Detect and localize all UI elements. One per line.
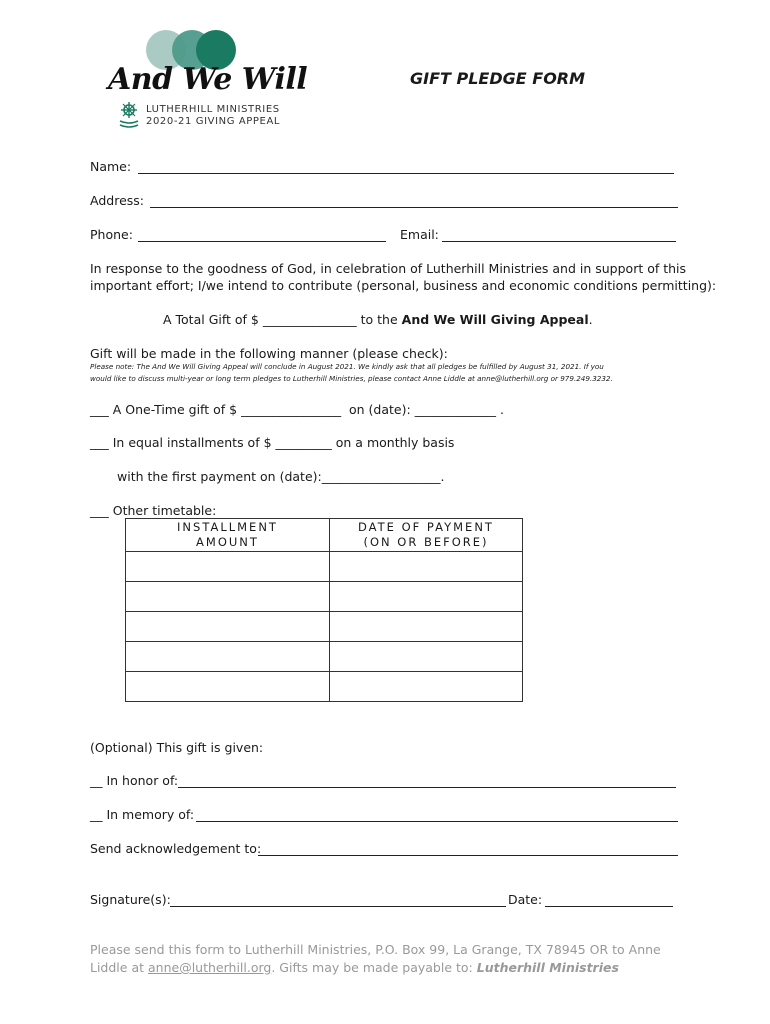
ship-wheel-icon bbox=[118, 101, 140, 129]
amount-cell[interactable] bbox=[126, 582, 330, 612]
honor-field[interactable] bbox=[178, 787, 676, 788]
memory-field[interactable] bbox=[196, 821, 678, 822]
column-header-date-line-1: DATE OF PAYMENT bbox=[358, 520, 494, 534]
column-header-amount bbox=[126, 519, 330, 552]
phone-label: Phone: bbox=[90, 227, 133, 242]
table-row bbox=[126, 642, 523, 672]
installment-amount-field[interactable]: _________ bbox=[275, 435, 332, 450]
footer-line-2 bbox=[90, 960, 619, 975]
logo-line-2: 2020-21 GIVING APPEAL bbox=[146, 116, 281, 127]
table-row bbox=[126, 552, 523, 582]
name-label: Name: bbox=[90, 159, 132, 174]
amount-cell[interactable] bbox=[126, 612, 330, 642]
installment-end: on a monthly basis bbox=[335, 435, 455, 450]
total-middle: to the bbox=[360, 312, 398, 327]
acknowledgement-label: Send acknowledgement to: bbox=[90, 841, 262, 856]
installment-label: In equal installments of $ bbox=[112, 435, 272, 450]
date-cell[interactable] bbox=[330, 612, 523, 642]
first-payment-date-field[interactable]: ___________________ bbox=[321, 469, 441, 484]
footer-payee: Lutherhill Ministries bbox=[476, 960, 619, 975]
column-header-date-line-2: (ON OR BEFORE) bbox=[363, 535, 489, 549]
installment-schedule-table bbox=[125, 518, 523, 702]
optional-heading: (Optional) This gift is given: bbox=[90, 740, 264, 755]
table-row bbox=[126, 612, 523, 642]
first-payment-end: . bbox=[440, 469, 445, 484]
signature-field[interactable] bbox=[170, 906, 506, 907]
page-title: GIFT PLEDGE FORM bbox=[410, 69, 586, 88]
onetime-amount-field[interactable]: ________________ bbox=[241, 402, 342, 417]
memory-label[interactable]: __ In memory of: bbox=[90, 807, 195, 822]
name-field[interactable] bbox=[138, 173, 674, 174]
manner-heading: Gift will be made in the following manner (please check): bbox=[90, 346, 448, 361]
onetime-label: A One-Time gift of $ bbox=[112, 402, 238, 417]
table-row bbox=[126, 672, 523, 702]
appeal-name: And We Will Giving Appeal bbox=[401, 312, 589, 327]
intro-line-2: important effort; I/we intend to contribute (personal, business and economic conditions permitting): bbox=[90, 278, 717, 293]
onetime-date-label: on (date): bbox=[349, 402, 411, 417]
amount-cell[interactable] bbox=[126, 672, 330, 702]
table-row bbox=[126, 582, 523, 612]
address-label: Address: bbox=[90, 193, 144, 208]
manner-note-1: Please note: The And We Will Giving Appeal will conclude in August 2021. We kindly ask that all pledges be fulfilled by August 31, 2021. If you bbox=[90, 362, 604, 371]
installment-line bbox=[90, 435, 454, 450]
first-payment-line bbox=[117, 469, 444, 484]
date-label: Date: bbox=[508, 892, 543, 907]
other-line bbox=[90, 503, 216, 518]
installment-checkbox[interactable]: ___ bbox=[90, 435, 109, 450]
onetime-date-field[interactable]: _____________ bbox=[414, 402, 496, 417]
total-amount-field[interactable]: _______________ bbox=[262, 312, 357, 327]
intro-line-1: In response to the goodness of God, in celebration of Lutherhill Ministries and in support of this bbox=[90, 261, 687, 276]
column-header-date bbox=[330, 519, 523, 552]
column-header-amount-line-1: INSTALLMENT bbox=[177, 520, 278, 534]
first-payment-label: with the first payment on (date): bbox=[117, 469, 322, 484]
email-field[interactable] bbox=[442, 241, 676, 242]
column-header-amount-line-2: AMOUNT bbox=[196, 535, 259, 549]
other-label: Other timetable: bbox=[112, 503, 217, 518]
table-header-row bbox=[126, 519, 523, 552]
phone-field[interactable] bbox=[138, 241, 386, 242]
signature-label: Signature(s): bbox=[90, 892, 171, 907]
manner-note-2: would like to discuss multi-year or long term pledges to Lutherhill Ministries, please contact Anne Liddle at anne@lutherhill.org or 979.249.3232. bbox=[90, 374, 613, 383]
other-checkbox[interactable]: ___ bbox=[90, 503, 109, 518]
footer-prefix: Liddle at bbox=[90, 960, 145, 975]
date-cell[interactable] bbox=[330, 672, 523, 702]
date-cell[interactable] bbox=[330, 582, 523, 612]
logo-line-1: LUTHERHILL MINISTRIES bbox=[146, 104, 280, 115]
date-cell[interactable] bbox=[330, 642, 523, 672]
total-prefix: A Total Gift of $ bbox=[163, 312, 259, 327]
amount-cell[interactable] bbox=[126, 642, 330, 672]
acknowledgement-field[interactable] bbox=[258, 855, 678, 856]
footer-mid: . Gifts may be made payable to: bbox=[271, 960, 473, 975]
date-cell[interactable] bbox=[330, 552, 523, 582]
address-field[interactable] bbox=[150, 207, 678, 208]
total-end: . bbox=[588, 312, 593, 327]
footer-email-link[interactable]: anne@lutherhill.org bbox=[148, 960, 272, 975]
onetime-line bbox=[90, 402, 504, 417]
logo-script: And We Will bbox=[108, 62, 308, 97]
email-label: Email: bbox=[400, 227, 439, 242]
onetime-end: . bbox=[499, 402, 504, 417]
amount-cell[interactable] bbox=[126, 552, 330, 582]
onetime-checkbox[interactable]: ___ bbox=[90, 402, 109, 417]
footer-line-1: Please send this form to Lutherhill Ministries, P.O. Box 99, La Grange, TX 78945 OR to Anne bbox=[90, 942, 661, 957]
date-field[interactable] bbox=[545, 906, 673, 907]
total-gift-line bbox=[163, 312, 593, 327]
honor-label[interactable]: __ In honor of: bbox=[90, 773, 179, 788]
